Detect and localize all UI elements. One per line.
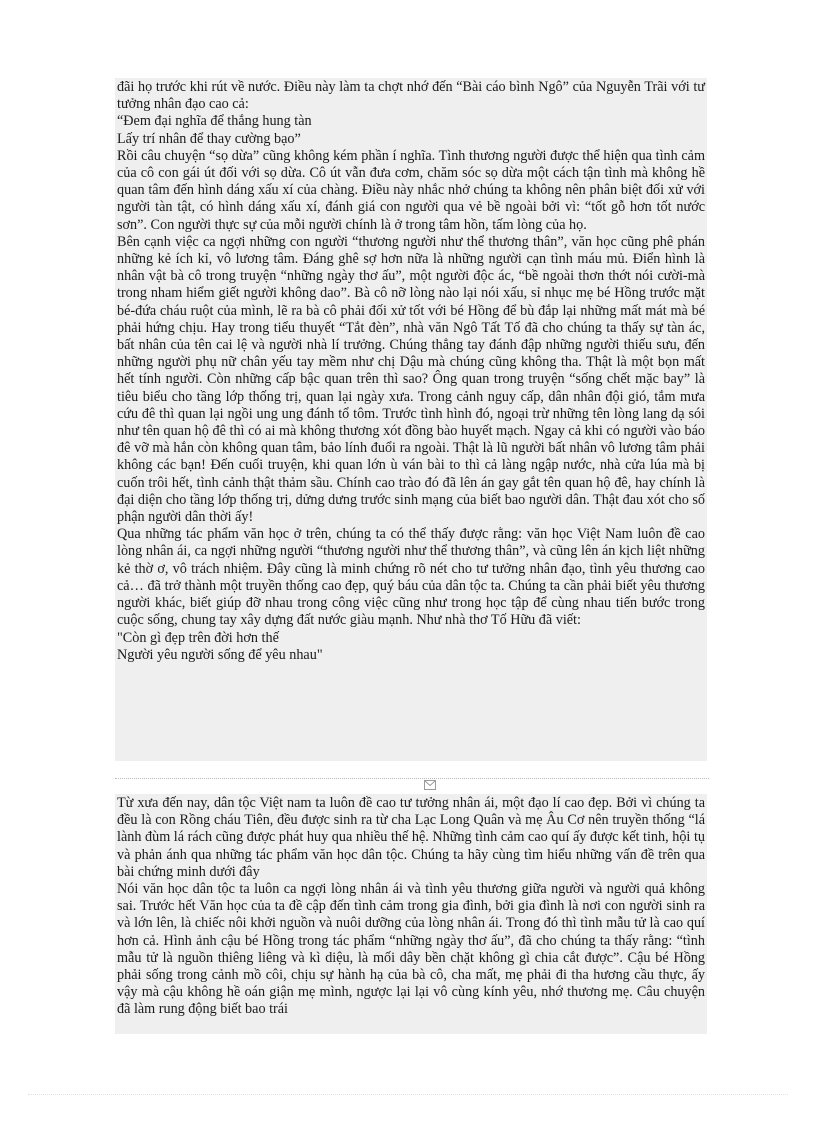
paragraph: Từ xưa đến nay, dân tộc Việt nam ta luôn đề cao tư tưởng nhân ái, một đạo lí cao đẹp. Bởi vì chúng ta đều là con Rồng cháu Tiên, đều được sinh ra từ cha Lạc Long Quân và mẹ Âu Cơ nên truyền thống “lá lành đùm lá rách cũng được phát huy qua nhiều thế hệ. Những tình cảm cao quí ấy được kết tinh, hội tụ và phản ánh qua những tác phẩm văn học dân tộc. Chúng ta hãy cùng tìm hiểu những vấn đề trên qua bài chứng minh dưới đây xyxy=(117,795,705,880)
poem-line: “Đem đại nghĩa để thắng hung tàn xyxy=(117,113,312,130)
poem-line: "Còn gì đẹp trên đời hơn thế xyxy=(117,629,279,646)
page-footer-divider xyxy=(28,1094,788,1096)
paragraph: Qua những tác phẩm văn học ở trên, chúng ta có thể thấy được rằng: văn học Việt Nam luôn đề cao lòng nhân ái, ca ngợi những người “thương người như thể thương thân”, và cũng lên án kịch liệt những kẻ thờ ơ, vô trách nhiệm. Đây cũng là minh chứng rõ nét cho tư tưởng nhân đạo, tình yêu thương cao cả… đã trở thành một truyền thống cao đẹp, quý báu của dân tộc ta. Chúng ta cần phải biết yêu thương người khác, biết giúp đỡ nhau trong công việc cũng như trong học tập để cùng nhau tiến bước trong cuộc sống, chung tay xây dựng đất nước giàu mạnh. Như nhà thơ Tố Hữu đã viết: xyxy=(117,526,705,629)
document-text-block-2 xyxy=(115,794,707,1034)
section-separator xyxy=(115,778,709,780)
paragraph: đãi họ trước khi rút về nước. Điều này làm ta chợt nhớ đến “Bài cáo bình Ngô” của Nguyễn Trãi với tư tưởng nhân đạo cao cả: xyxy=(117,79,705,113)
poem-line: Người yêu người sống để yêu nhau" xyxy=(117,646,323,663)
paragraph: Rồi câu chuyện “sọ dừa” cũng không kém phần í nghĩa. Tình thương người được thể hiện qua tình cảm của cô con gái út đối với sọ dừa. Cô út vẫn đưa cơm, chăm sóc sọ dừa một cách tận tình mà không hề quan tâm đến hình dáng xấu xí của chàng. Điều này nhắc nhở chúng ta không nên phân biệt đối xử với người tàn tật, có hình dáng xấu xí, đánh giá con người qua vẻ bề ngoài bởi vì: “tốt gỗ hơn tốt nước sơn”. Con người thực sự của mỗi người chính là ở trong tâm hồn, tấm lòng của họ. xyxy=(117,147,705,233)
paragraph: Bên cạnh việc ca ngợi những con người “thương người như thể thương thân”, văn học cũng phê phán những kẻ ích kỉ, vô lương tâm. Đáng ghê sợ hơn nữa là những người cạn tình máu mủ. Điển hình là nhân vật bà cô trong truyện “những ngày thơ ấu”, một người độc ác, “bề ngoài thơn thớt nói cười-mà trong nham hiểm giết người không dao”. Bà cô nỡ lòng nào lại nói xấu, sỉ nhục mẹ bé Hồng trước mặt bé-đứa cháu ruột của mình, lẽ ra bà cô phải đối xử tốt với bé Hồng để bù đắp lại những mất mát mà bé phải hứng chịu. Hay trong tiểu thuyết “Tắt đèn”, nhà văn Ngô Tất Tố đã cho chúng ta thấy sự tàn ác, bất nhân của tên cai lệ và người nhà lí trưởng. Chúng thẳng tay đánh đập những người thiếu sưu, đến những người phụ nữ chân yếu tay mềm như chị Dậu mà chúng cũng không tha. Thật là một bọn mất hết tính người. Còn những cấp bậc quan trên thì sao? Ông quan trong truyện “sống chết mặc bay” là tiêu biểu cho tầng lớp thống trị, quan lại ngày xưa. Trong cảnh nguy cấp, dân nhân đội gió, tắm mưa cứu đê thì quan lại ngồi ung ung đánh tổ tôm. Trước tình hình đó, ngoại trừ những tên lòng lang dạ sói như tên quan hộ đê thì có ai mà không thương xót đồng bào huyết mạch. Ngay cả khi có người vào báo đê vỡ mà hắn còn không quan tâm, bảo lính đuổi ra ngoài. Thật là lũ người bất nhân vô lương tâm phải không các bạn! Đến cuối truyện, khi quan lớn ù ván bài to thì cả làng ngập nước, nhà cửa lúa mà bị cuốn trôi hết, tình cảnh thật thảm sầu. Chính cao trào đó đã lên án gay gắt tên quan hộ đê, hay chính là đại diện cho tầng lớp thống trị, dửng dưng trước sinh mạng của biết bao người dân. Thật đau xót cho số phận người dân thời ấy! xyxy=(117,233,705,526)
paragraph: Nói văn học dân tộc ta luôn ca ngợi lòng nhân ái và tình yêu thương giữa người và người quả không sai. Trước hết Văn học của ta đề cập đến tình cảm trong gia đình, bởi gia đình là nơi con người sinh ra và lớn lên, là chiếc nôi khởi nguồn và nuôi dưỡng của lòng nhân ái. Trong đó thì tình mẫu tử là cao quí hơn cả. Hình ảnh cậu bé Hồng trong tác phẩm “những ngày thơ ấu”, đã cho chúng ta thấy rằng: “tình mẫu tử là nguồn thiêng liêng và kì diệu, là mối dây bền chặt không gì chia cắt được”. Cậu bé Hồng phải sống trong cảnh mồ côi, chịu sự hành hạ của bà cô, cha mất, mẹ phải đi tha hương cầu thực, ấy vậy mà cậu không hề oán giận mẹ mình, ngược lại lại vô cùng kính yêu, nhớ thương mẹ. Câu chuyện đã làm rung động biết bao trái xyxy=(117,881,705,1018)
poem-line: Lấy trí nhân để thay cường bạo” xyxy=(117,130,301,147)
document-text-block-1 xyxy=(115,78,707,761)
envelope-icon xyxy=(424,780,436,790)
